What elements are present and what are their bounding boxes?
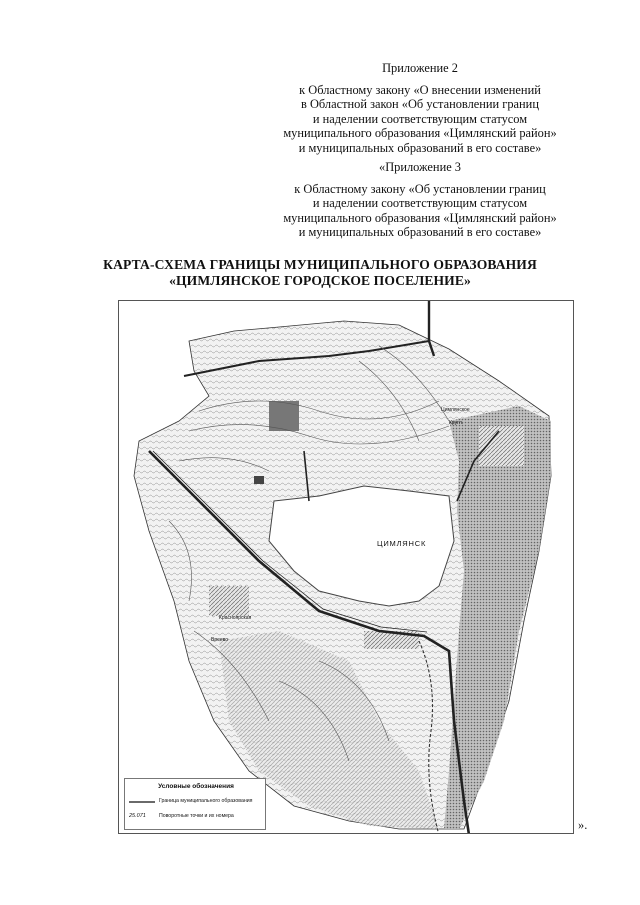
map-title-line-2: «ЦИМЛЯНСКОЕ ГОРОДСКОЕ ПОСЕЛЕНИЕ» [169, 272, 471, 288]
map-svg [119, 301, 574, 834]
city-label: ЦИМЛЯНСК [377, 539, 427, 548]
appendix-2-heading: Приложение 2 [382, 61, 458, 75]
appendix-2-header [250, 61, 590, 155]
map-frame [118, 300, 574, 834]
legend-symbol-label: 25.071 [129, 813, 146, 819]
place-label: Кругл. [449, 420, 464, 426]
map-title [0, 257, 640, 288]
legend-item-boundary [129, 796, 263, 806]
legend-item-text: Граница муниципального образования [159, 798, 253, 804]
appendix-2-line: к Областному закону «О внесении изменений [299, 82, 541, 97]
place-label: Красноярская [219, 615, 252, 621]
place-label: Цимлянское [441, 407, 470, 413]
legend-item-points [129, 811, 263, 821]
place-label: Вреево [211, 637, 229, 643]
settlement-block [209, 586, 249, 616]
map-title-line-1: КАРТА-СХЕМА ГРАНИЦЫ МУНИЦИПАЛЬНОГО ОБРАЗОВАНИЯ [103, 257, 537, 272]
boundary-line-icon [129, 799, 155, 805]
map-legend [124, 778, 266, 830]
settlement-block [269, 401, 299, 431]
appendix-3-line: и муниципальных образований в его составе» [298, 225, 542, 239]
appendix-2-line: муниципального образования «Цимлянский район» [283, 126, 557, 140]
legend-item-text: Поворотные точки и их номера [159, 813, 234, 819]
appendix-3-line: муниципального образования «Цимлянский район» [283, 210, 557, 225]
appendix-3-line: к Областному закону «Об установлении границ [294, 181, 546, 196]
appendix-3-heading: «Приложение 3 [379, 160, 461, 174]
appendix-2-line: в Областной закон «Об установлении границ [301, 97, 539, 111]
appendix-2-line: и наделении соответствующим статусом [312, 111, 528, 126]
appendix-2-line: и муниципальных образований в его составе» [298, 140, 542, 155]
appendix-3-line: и наделении соответствующим статусом [312, 196, 528, 210]
closing-quote: ». [578, 818, 588, 832]
settlement-block [254, 476, 264, 484]
legend-title: Условные обозначения [158, 783, 234, 790]
appendix-3-header [250, 160, 590, 240]
